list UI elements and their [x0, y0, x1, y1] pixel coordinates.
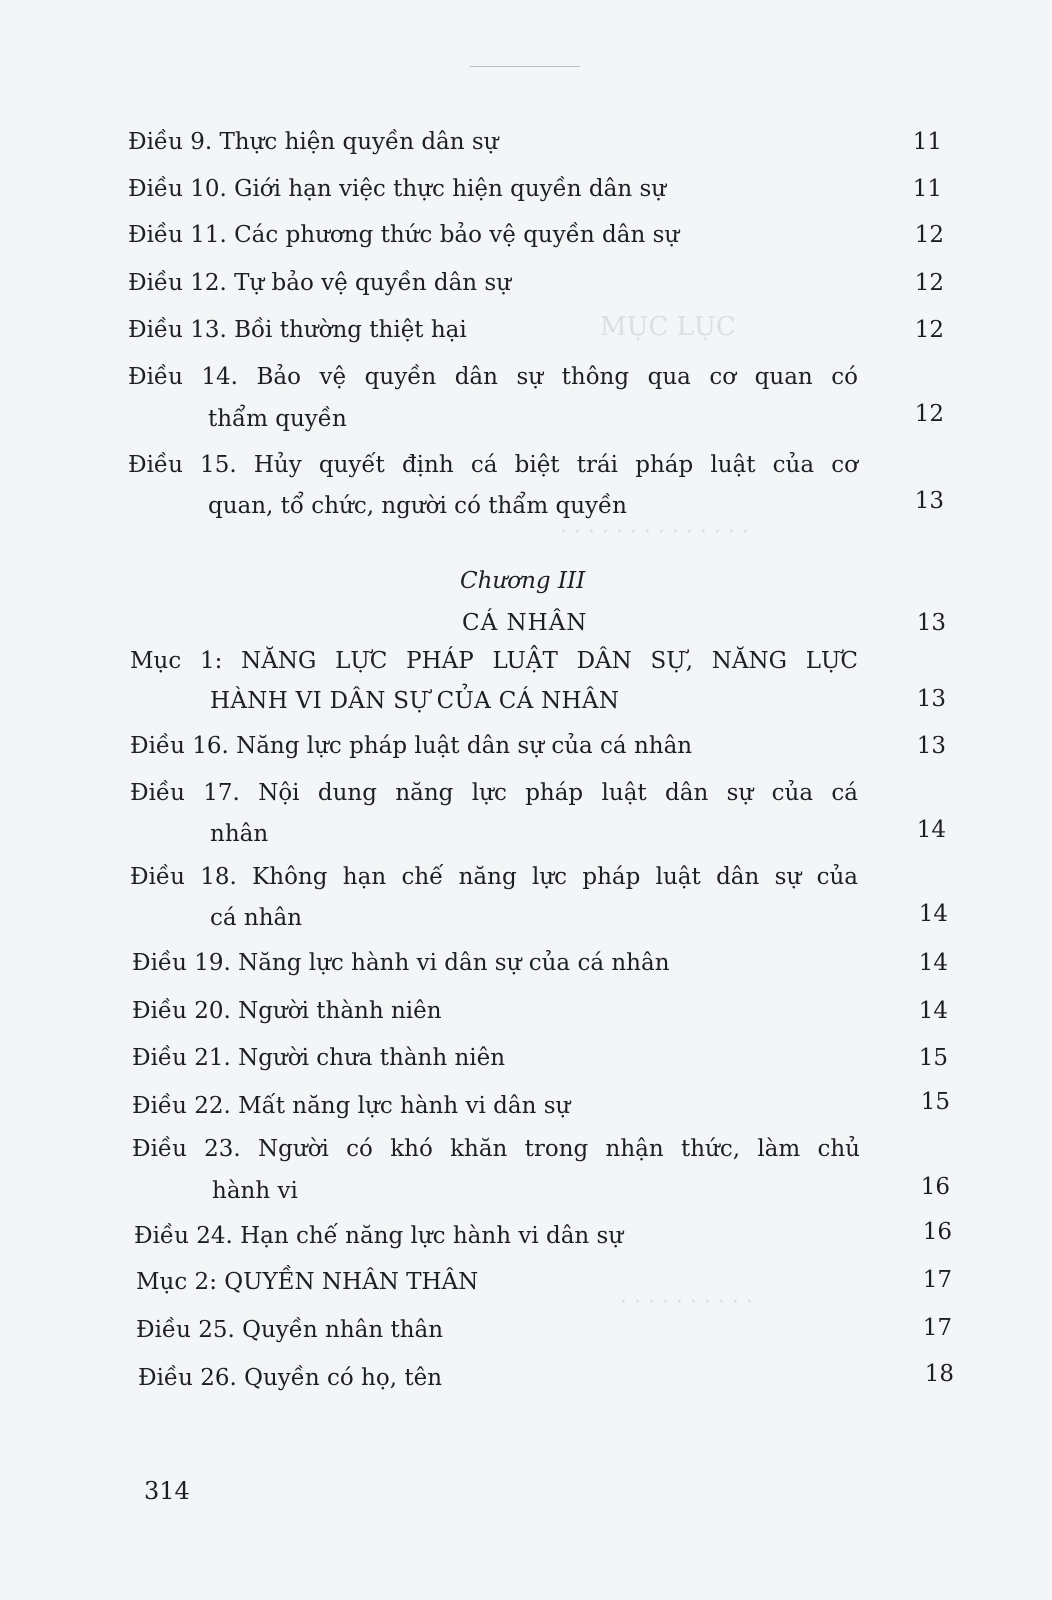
section-heading: Mục 2: QUYỀN NHÂN THÂN [136, 1269, 479, 1295]
toc-entry-page: 17 [922, 1315, 952, 1341]
page-number: 314 [144, 1477, 190, 1505]
toc-entry: Điều 25. Quyền nhân thân [136, 1317, 444, 1343]
toc-entry-line2: nhân [210, 821, 269, 847]
toc-entry: Điều 26. Quyền có họ, tên [138, 1365, 443, 1391]
toc-entry-page: 13 [916, 733, 946, 759]
toc-entry-line1: Điều 18. Không hạn chế năng lực pháp luật dân sự của [130, 864, 858, 890]
toc-entry-line2: quan, tổ chức, người có thẩm quyền [208, 493, 627, 519]
toc-entry-page: 12 [914, 270, 944, 296]
toc-entry-page: 12 [914, 401, 944, 427]
toc-entry-page: 16 [920, 1174, 950, 1200]
chapter-title: CÁ NHÂN [462, 610, 588, 636]
toc-entry: Điều 13. Bồi thường thiệt hại [128, 317, 467, 343]
toc-entry: Điều 24. Hạn chế năng lực hành vi dân sự [134, 1223, 624, 1249]
section-page: 17 [922, 1267, 952, 1293]
bleed-through-text: · · · · · · · · · · · · · · [560, 520, 749, 545]
toc-entry-page: 12 [914, 222, 944, 248]
toc-entry: Điều 21. Người chưa thành niên [132, 1045, 506, 1071]
toc-entry-line2: hành vi [212, 1178, 298, 1204]
toc-entry-page: 13 [914, 488, 944, 514]
chapter-label: Chương III [460, 568, 586, 594]
toc-entry: Điều 20. Người thành niên [132, 998, 442, 1024]
toc-entry-page: 14 [918, 998, 948, 1024]
section-heading-line2: HÀNH VI DÂN SỰ CỦA CÁ NHÂN [210, 688, 620, 714]
toc-entry-line2: thẩm quyền [208, 406, 347, 432]
toc-entry-page: 14 [916, 817, 946, 843]
toc-entry: Điều 9. Thực hiện quyền dân sự [128, 129, 499, 155]
toc-entry-page: 12 [914, 317, 944, 343]
toc-entry: Điều 16. Năng lực pháp luật dân sự của cá nhân [130, 733, 693, 759]
toc-entry: Điều 10. Giới hạn việc thực hiện quyền dân sự [128, 176, 667, 202]
toc-entry-page: 15 [918, 1045, 948, 1071]
chapter-page: 13 [916, 610, 946, 636]
toc-entry-line1: Điều 14. Bảo vệ quyền dân sự thông qua cơ quan có [128, 364, 858, 390]
bleed-through-text: MỤC LỤC [600, 312, 736, 342]
toc-entry-page: 14 [918, 901, 948, 927]
toc-entry-line1: Điều 17. Nội dung năng lực pháp luật dân sự của cá [130, 780, 858, 806]
header-rule [470, 66, 580, 67]
toc-entry-page: 14 [918, 950, 948, 976]
toc-entry: Điều 19. Năng lực hành vi dân sự của cá nhân [132, 950, 670, 976]
bleed-through-text: · · · · · · · · · · [620, 1290, 753, 1315]
toc-entry: Điều 11. Các phương thức bảo vệ quyền dân sự [128, 222, 680, 248]
toc-entry-page: 11 [912, 176, 942, 202]
toc-entry: Điều 22. Mất năng lực hành vi dân sự [132, 1093, 571, 1119]
toc-entry-page: 16 [922, 1219, 952, 1245]
section-page: 13 [916, 686, 946, 712]
toc-entry: Điều 12. Tự bảo vệ quyền dân sự [128, 270, 512, 296]
toc-entry-line1: Điều 23. Người có khó khăn trong nhận thức, làm chủ [132, 1136, 860, 1162]
toc-entry-page: 15 [920, 1089, 950, 1115]
toc-entry-page: 11 [912, 129, 942, 155]
toc-entry-page: 18 [924, 1361, 954, 1387]
toc-entry-line2: cá nhân [210, 905, 303, 931]
section-heading-line1: Mục 1: NĂNG LỰC PHÁP LUẬT DÂN SỰ, NĂNG LỰC [130, 648, 858, 674]
toc-entry-line1: Điều 15. Hủy quyết định cá biệt trái pháp luật của cơ [128, 452, 858, 478]
